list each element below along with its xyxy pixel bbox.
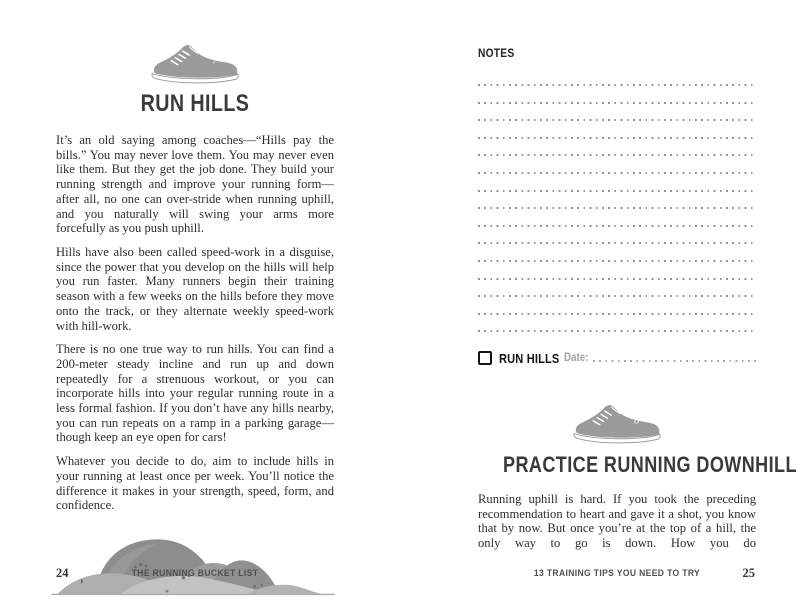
chapter-title-practice-running-downhill: PRACTICE RUNNING DOWNHILL	[503, 452, 797, 478]
note-line	[478, 295, 756, 297]
note-line	[478, 137, 756, 139]
chapter-title-run-hills: RUN HILLS	[140, 90, 250, 117]
running-head-right: 13 TRAINING TIPS YOU NEED TO TRY	[533, 568, 701, 579]
right-page	[478, 0, 797, 560]
note-line	[478, 242, 756, 244]
running-shoe-icon	[569, 400, 665, 448]
notes-lines	[478, 84, 756, 332]
note-line	[478, 84, 756, 86]
paragraph: Whatever you decide to do, aim to include hills in your running at least once per week. You’ll notice the difference it makes in your strength, speed, form, and confidence.	[56, 454, 334, 513]
paragraph: There is no one true way to run hills. You can find a 200-meter steady incline and run up and down repeatedly for a strenuous workout, or you can incorporate hills into your regular running route in a less formal fashion. If you don’t have any hills nearby, you can run repeats on a ramp in a parking garage—though keep an eye open for cars!	[56, 342, 334, 445]
note-line	[478, 207, 756, 209]
left-page	[56, 0, 334, 608]
note-line	[478, 313, 756, 315]
note-line	[478, 119, 756, 121]
chapter-8-icon-block	[478, 400, 756, 448]
note-line	[478, 154, 756, 156]
paragraph: It’s an old saying among coaches—“Hills pay the bills.” You may never love them. You may never even like them. But they get the job done. They build your running strength and improve your running form—after all, no one can over-stride when running uphill, and you naturally will swing your arms more forcefully as you push uphill.	[56, 133, 334, 236]
paragraph: Hills have also been called speed-work in a disguise, since the power that you develop on the hills will help you run faster. Many runners begin their training season with a few weeks on the hills before they move onto the track, or they alternate weekly speed-work with hill-work.	[56, 245, 334, 333]
running-head-left: THE RUNNING BUCKET LIST	[131, 568, 259, 579]
date-label: Date:	[564, 352, 589, 365]
note-line	[478, 102, 756, 104]
note-line	[478, 172, 756, 174]
notes-heading: NOTES	[478, 46, 515, 60]
page-number-right: 25	[742, 566, 755, 580]
chapter-7-icon-block	[56, 40, 334, 88]
note-line	[478, 225, 756, 227]
page-number-left: 24	[56, 566, 69, 580]
shoe-number: 7	[212, 55, 218, 67]
note-line	[478, 190, 756, 192]
note-line	[478, 330, 756, 332]
page-footer	[0, 566, 810, 590]
shoe-number: 8	[634, 415, 640, 427]
note-line	[478, 260, 756, 262]
checkbox-icon	[478, 351, 492, 365]
paragraph: Running uphill is hard. If you took the preceding recommendation to heart and gave it a shot, you know that by now. But once you’re at the top of a hill, the only way to go is down. How you do	[478, 492, 756, 551]
date-fill-in-line	[593, 360, 756, 362]
running-shoe-icon	[147, 40, 243, 88]
checklist-label: RUN HILLS	[499, 350, 560, 366]
note-line	[478, 278, 756, 280]
run-hills-checklist-row	[478, 350, 756, 366]
